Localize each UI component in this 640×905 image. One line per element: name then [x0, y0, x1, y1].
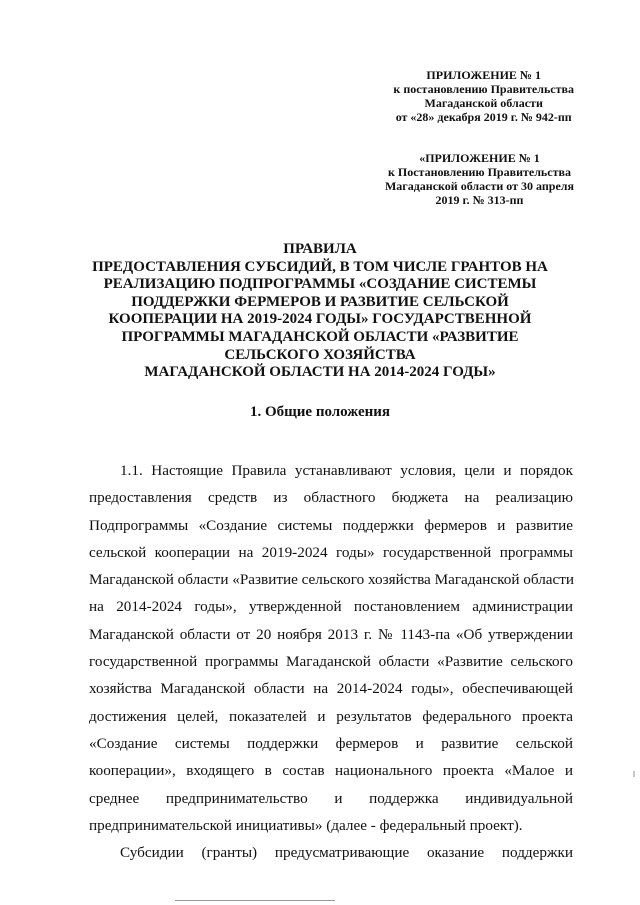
appendix-line: Магаданской области [424, 96, 543, 110]
appendix-line: от «28» декабря 2019 г. № 942-пп [395, 110, 572, 124]
appendix-line: ПРИЛОЖЕНИЕ № 1 [426, 68, 541, 82]
scan-artifact-mark [633, 771, 635, 777]
body-text [89, 457, 573, 866]
paragraph-line: предпринимательской инициативы» (далее - федеральный проект). [89, 816, 523, 834]
document-title [60, 241, 580, 382]
paragraph-line: предоставления средств из областного бюджета на реализацию [89, 489, 573, 507]
appendix-note-previous [385, 151, 574, 207]
appendix-line: к постановлению Правительства [393, 82, 574, 96]
paragraph-line: Подпрограммы «Создание системы поддержки фермеров и развитие [89, 516, 573, 534]
appendix-line: к Постановлению Правительства [387, 165, 571, 179]
title-line: СЕЛЬСКОГО ХОЗЯЙСТВА [224, 346, 416, 363]
paragraph-line: на 2014-2024 годы», утвержденной постановлением администрации [89, 598, 573, 616]
appendix-line: 2019 г. № 313-пп [435, 193, 524, 207]
paragraph-line: государственной программы Магаданской области «Развитие сельского [89, 653, 573, 671]
title-line: ПРАВИЛА [283, 241, 357, 257]
title-line: ПРОГРАММЫ МАГАДАНСКОЙ ОБЛАСТИ «РАЗВИТИЕ [121, 328, 519, 345]
paragraph-line: 1.1. Настоящие Правила устанавливают условия, цели и порядок [120, 462, 573, 479]
paragraph-line: Субсидии (гранты) предусматривающие оказание поддержки [120, 844, 573, 862]
paragraph-line: «Создание системы поддержки фермеров и развитие сельской [89, 734, 573, 752]
title-line: КООПЕРАЦИИ НА 2019-2024 ГОДЫ» ГОСУДАРСТВЕННОЙ [108, 311, 532, 328]
paragraph-line: Магаданской области от 20 ноября 2013 г. № 1143-па «Об утверждении [89, 625, 573, 643]
title-line: ПРЕДОСТАВЛЕНИЯ СУБСИДИЙ, В ТОМ ЧИСЛЕ ГРАНТОВ НА [92, 258, 548, 275]
section-heading: 1. Общие положения [249, 404, 391, 420]
appendix-note-current [393, 68, 574, 124]
title-line: ПОДДЕРЖКИ ФЕРМЕРОВ И РАЗВИТИЕ СЕЛЬСКОЙ [131, 293, 509, 310]
paragraph-line: кооперации», входящего в состав национального проекта «Малое и [89, 762, 573, 780]
title-line: РЕАЛИЗАЦИЮ ПОДПРОГРАММЫ «СОЗДАНИЕ СИСТЕМЫ [103, 276, 537, 293]
appendix-line: Магаданской области от 30 апреля [384, 179, 574, 193]
paragraph-line: достижения целей, показателей и результатов федерального проекта [89, 707, 573, 725]
title-line: МАГАДАНСКОЙ ОБЛАСТИ НА 2014-2024 ГОДЫ» [144, 364, 496, 381]
paragraph-line: сельской кооперации на 2019-2024 годы» государственной программы [89, 543, 573, 561]
appendix-line: «ПРИЛОЖЕНИЕ № 1 [419, 151, 540, 165]
paragraph-line: хозяйства Магаданской области на 2014-2024 годы», обеспечивающей [89, 680, 573, 698]
scan-artifact-line [175, 900, 335, 901]
paragraph-line: среднее предпринимательство и поддержка индивидуальной [89, 789, 573, 807]
paragraph-line: Магаданской области «Развитие сельского хозяйства Магаданской области [89, 571, 575, 589]
